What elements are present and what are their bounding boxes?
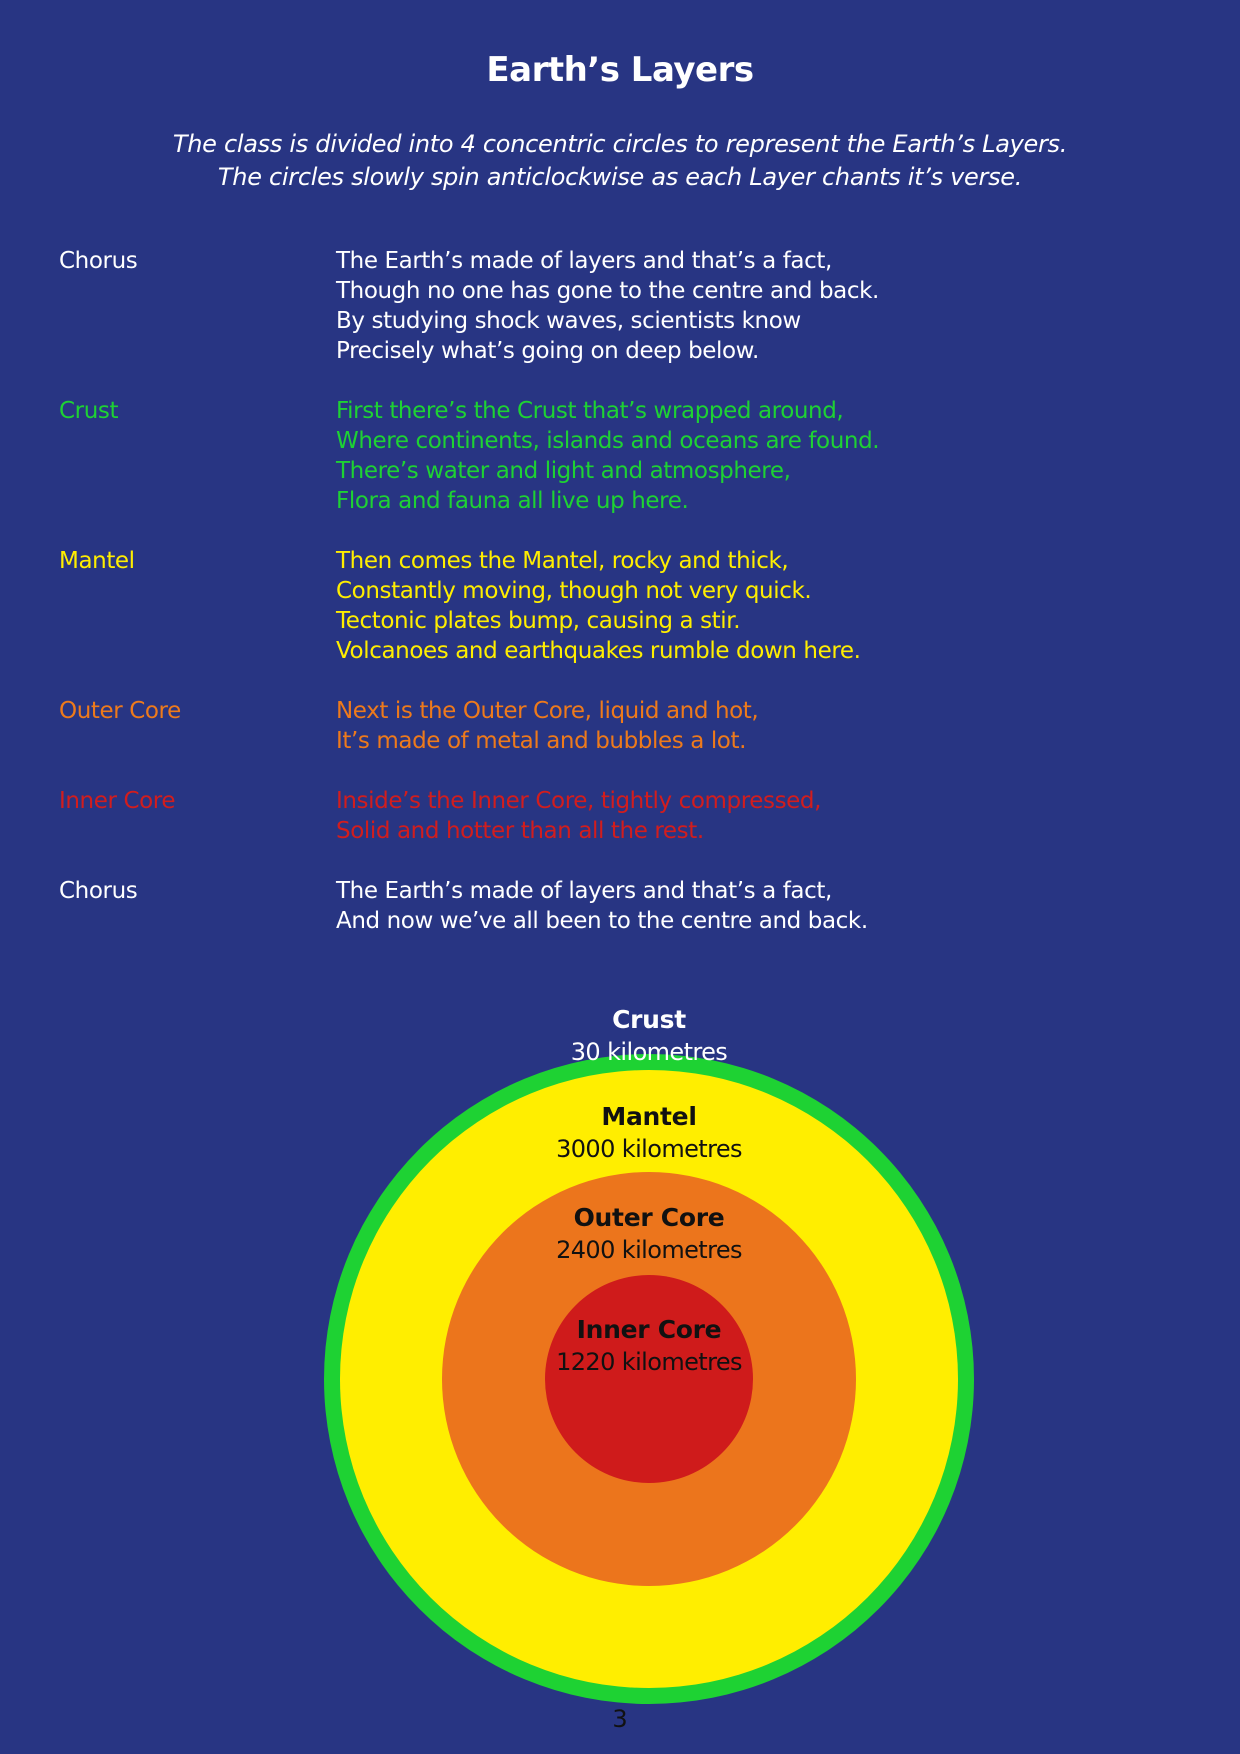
verse-line: Tectonic plates bump, causing a stir. (336, 608, 741, 634)
verse-label: Chorus (59, 878, 138, 904)
verse-line: Constantly moving, though not very quick. (336, 578, 812, 604)
verse-line: Though no one has gone to the centre and back. (336, 278, 879, 304)
verse-line: Next is the Outer Core, liquid and hot, (336, 698, 759, 724)
crust-label (499, 1004, 799, 1068)
verse-lines (336, 786, 821, 846)
verse-line: Volcanoes and earthquakes rumble down here. (336, 638, 861, 664)
verse-label: Inner Core (59, 788, 176, 814)
verse-line: It’s made of metal and bubbles a lot. (336, 728, 747, 754)
earth-layers-diagram (0, 990, 1240, 1710)
layer-name: Mantel (601, 1102, 697, 1131)
layer-depth: 2400 kilometres (556, 1236, 742, 1264)
verse-lines (336, 696, 758, 756)
verse-lines (336, 876, 868, 936)
verse-line: There’s water and light and atmosphere, (336, 458, 791, 484)
intro-text (0, 128, 1240, 194)
intro-line: The circles slowly spin anticlockwise as each Layer chants it’s verse. (217, 163, 1023, 191)
verse-line: The Earth’s made of layers and that’s a fact, (336, 878, 832, 904)
layer-depth: 30 kilometres (570, 1038, 728, 1066)
page-number: 3 (612, 1705, 628, 1733)
verse-label: Outer Core (59, 698, 181, 724)
layer-name: Crust (612, 1005, 686, 1034)
verse-lines (336, 546, 861, 666)
intro-line: The class is divided into 4 concentric circles to represent the Earth’s Layers. (172, 130, 1068, 158)
layer-depth: 3000 kilometres (556, 1135, 742, 1163)
layer-depth: 1220 kilometres (556, 1348, 742, 1376)
inner-core-circle (545, 1275, 753, 1483)
verse-line: Where continents, islands and oceans are found. (336, 428, 880, 454)
verse-line: The Earth’s made of layers and that’s a fact, (336, 248, 832, 274)
inner-core-label (499, 1314, 799, 1378)
verse-line: Precisely what’s going on deep below. (336, 338, 759, 364)
verse-lines (336, 246, 879, 366)
outer-core-label (499, 1202, 799, 1266)
verse-lines (336, 396, 879, 516)
page-title: Earth’s Layers (486, 50, 754, 90)
mantel-label (499, 1101, 799, 1165)
verse-line: Flora and fauna all live up here. (336, 488, 689, 514)
verse-line: Inside’s the Inner Core, tightly compressed, (336, 788, 822, 814)
verse-label: Crust (59, 398, 119, 424)
verse-line: By studying shock waves, scientists know (336, 308, 801, 334)
verse-line: Then comes the Mantel, rocky and thick, (336, 548, 789, 574)
verse-label: Chorus (59, 248, 138, 274)
verse-line: Solid and hotter than all the rest. (336, 818, 704, 844)
verse-line: First there’s the Crust that’s wrapped around, (336, 398, 844, 424)
verse-line: And now we’ve all been to the centre and back. (336, 908, 868, 934)
verse-label: Mantel (59, 548, 135, 574)
layer-name: Inner Core (576, 1315, 722, 1344)
layer-name: Outer Core (573, 1203, 725, 1232)
